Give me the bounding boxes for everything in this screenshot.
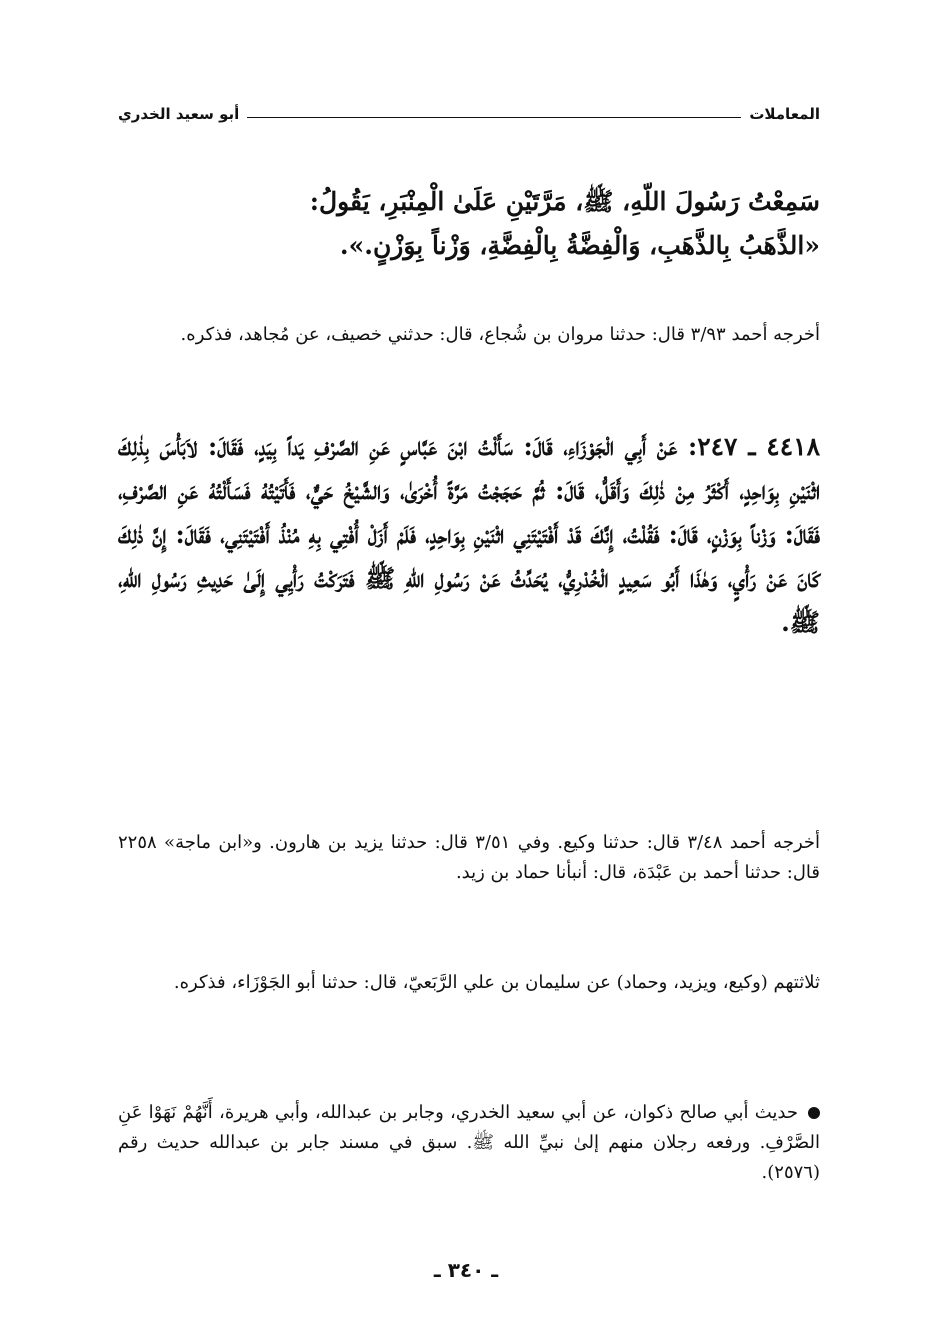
- running-header: [118, 97, 820, 123]
- header-section-title: المعاملات: [749, 105, 820, 123]
- page-number: ـ ٣٤٠ ـ: [433, 1258, 499, 1282]
- cross-reference-note-text: حديث أبي صالح ذكوان، عن أبي سعيد الخدري، وجابر بن عبدالله، وأبي هريرة، أَنَّهُمْ نَهَوْا عَنِ الصَّرْفِ. ورفعه رجلان منهم إلىٰ نبيِّ الله ﷺ. سبق في مسند جابر بن عبدالله حديث رقم (٢٥٧٦).: [118, 1102, 820, 1183]
- hadith-text-1-line-1: سَمِعْتُ رَسُولَ اللّهِ، ﷺ، مَرَّتَيْنِ عَلَىٰ الْمِنْبَرِ، يَقُولُ:: [309, 187, 820, 216]
- bullet-icon: [808, 1107, 820, 1119]
- cross-reference-note: [118, 1098, 854, 1188]
- takhrij-paragraph-2: أخرجه أحمد ٣/٤٨ قال: حدثنا وكيع. وفي ٣/٥١ قال: حدثنا يزيد بن هارون. و«ابن ماجة» ٢٢٥٨ قال: حدثنا أحمد بن عَبْدَة، قال: أنبأنا حماد بن زيد.: [118, 832, 821, 883]
- hadith-text-1: [118, 180, 820, 268]
- header-narrator-name: أبو سعيد الخدري: [118, 105, 240, 123]
- takhrij-paragraph-1: أخرجه أحمد ٣/٩٣ قال: حدثنا مروان بن شُجاع، قال: حدثني خصيف، عن مُجاهد، فذكره.: [180, 324, 820, 345]
- hadith-text-2: ٤٤١٨ ـ ٢٤٧: عَنْ أَبِي الْجَوْزَاءِ، قَالَ: سَأَلْتُ ابْنَ عَبَّاسٍ عَنِ الصَّرْفِ يَداً بِيَدٍ، فَقَالَ: لاَبَأْسَ بِذٰلِكَ اثْنَيْنِ بِوَاحِدٍ، أَكْثَرُ مِنْ ذٰلِكَ وَأَقَلُّ، قَالَ: ثُمَّ حَجَجْتُ مَرَّةً أُخْرَىٰ، وَالشَّيْخُ حَيٌّ، فَأَتَيْتُهُ فَسَأَلْتُهُ عَنِ الصَّرْفِ، فَقَالَ: وَزْناً بِوَزْنٍ، قَالَ: فَقُلْتُ، إِنَّكَ قَدْ أَفْتَيْتَنِي اثْنَيْنِ بِوَاحِدٍ، فَلَمْ أَزَلْ أُفْتِي بِهِ مُنْذُ أَفْتَيْتَنِي، فَقَالَ: إِنَّ ذٰلِكَ كَانَ عَنْ رَأْيٍ، وَهٰذَا أَبُو سَعِيدٍ الْخُدْرِيُّ، يُحَدِّثُ عَنْ رَسُولِ اللّهِ ﷺ فَتَرَكْتُ رَأْيِي إِلَىٰ حَدِيثِ رَسُولِ اللّهِ، ﷺ.: [118, 432, 820, 637]
- header-rule: [247, 117, 741, 118]
- takhrij-paragraph-3: ثلاثتهم (وكيع، ويزيد، وحماد) عن سليمان بن علي الرَّبَعيّ، قال: حدثنا أبو الجَوْزَاء، فذكره.: [173, 972, 820, 993]
- hadith-text-1-line-2: «الذَّهَبُ بِالذَّهَبِ، وَالْفِضَّةُ بِالْفِضَّةِ، وَزْناً بِوَزْنٍ.».: [339, 231, 820, 260]
